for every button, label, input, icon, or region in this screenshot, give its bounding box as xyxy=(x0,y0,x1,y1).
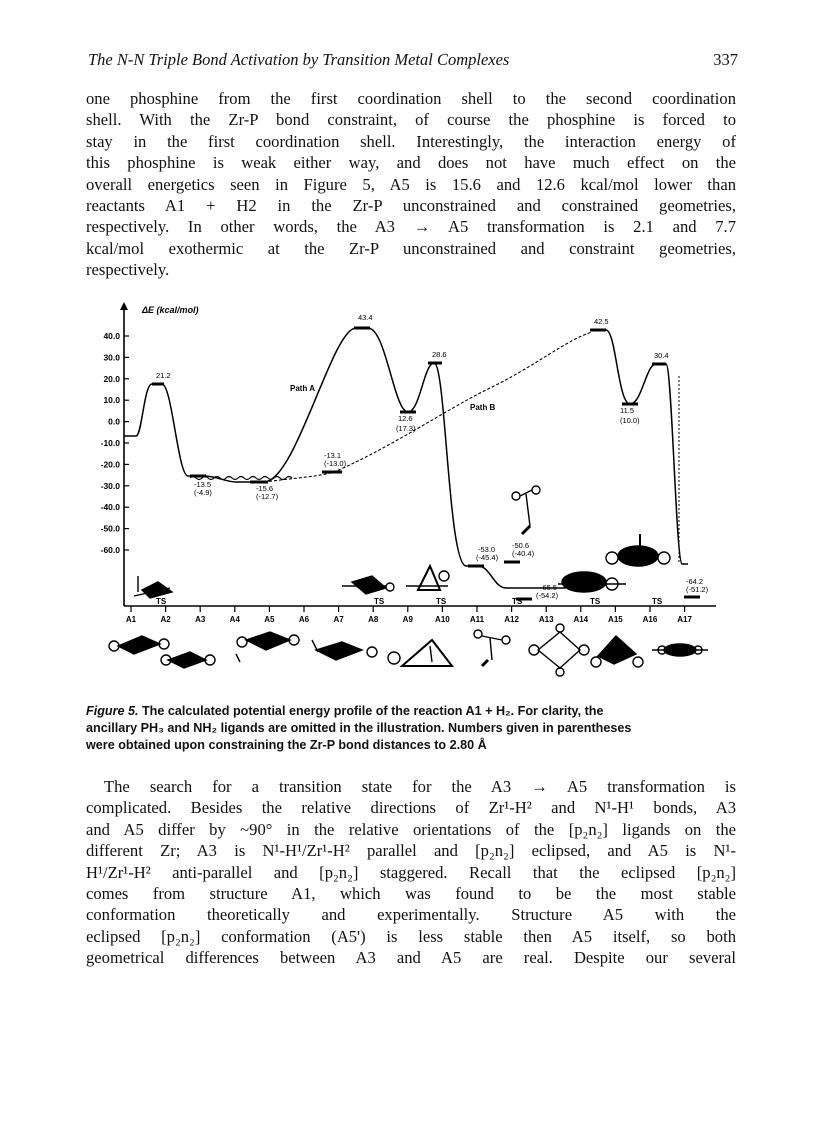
molecule-row-a1 xyxy=(109,636,169,654)
energy-value-label: (-13.0) xyxy=(324,459,347,468)
energy-value-label: 42.5 xyxy=(594,317,609,326)
ts-label: TS xyxy=(374,597,385,606)
energy-value-label: (-40.4) xyxy=(512,549,535,558)
text-line: H¹/Zr¹-H² anti-parallel and [p₂n₂] staggered. Recall that the eclipsed [p₂n₂] xyxy=(86,862,736,882)
x-tick-label: A13 xyxy=(538,615,554,624)
y-tick-label: -10.0 xyxy=(100,438,120,448)
energy-value-label: (-4.9) xyxy=(194,488,212,497)
text-line: stay in the first coordination shell. Interestingly, the interaction energy of xyxy=(86,131,736,151)
energy-value-label: 30.4 xyxy=(654,351,669,360)
figure-label: Figure 5. xyxy=(86,704,139,718)
text-line: conformation theoretically and experimentally. Structure A5 with the xyxy=(86,905,736,925)
molecule-ts-a10 xyxy=(406,566,449,590)
ts-label: TS xyxy=(436,597,447,606)
molecule-a11 xyxy=(512,486,540,534)
ts-labels xyxy=(156,597,663,606)
molecule-row-a7 xyxy=(312,640,377,660)
x-tick-label: A10 xyxy=(435,615,450,624)
x-tick-label: A15 xyxy=(608,615,623,624)
path-a-label: Path A xyxy=(290,384,316,393)
molecule-ts-a14 xyxy=(558,572,626,592)
path-b-descent xyxy=(592,330,688,564)
y-tick-label: -40.0 xyxy=(100,502,120,513)
text-line: complicated. Besides the relative directions of Zr¹-H² and N¹-H¹ bonds, A3 xyxy=(86,798,736,818)
paragraph-2 xyxy=(86,776,736,969)
text-line: respectively. In other words, the A3 → A5 transformation is 2.1 and 7.7 xyxy=(86,217,736,237)
text-line: this phosphine is weak either way, and does not have much effect on the xyxy=(86,153,736,173)
energy-value-label: (-54.2) xyxy=(536,591,559,600)
caption-line: were obtained upon constraining the Zr-P bond distances to 2.80 Å xyxy=(86,738,487,752)
x-tick-label: A5 xyxy=(264,615,275,624)
energy-profile-plot xyxy=(86,300,746,700)
x-tick-label: A3 xyxy=(195,615,206,624)
molecule-row-a9 xyxy=(388,640,452,666)
text-line: kcal/mol exothermic at the Zr-P unconstrained and constraint geometries, xyxy=(86,238,736,258)
molecule-row-a15 xyxy=(591,636,643,667)
energy-value-label: -50.6 xyxy=(512,541,530,550)
energy-value-label: -53.0 xyxy=(478,545,496,554)
energy-profile-figure xyxy=(86,300,746,700)
energy-value-label: -13.5 xyxy=(194,480,212,489)
ts-label: TS xyxy=(652,597,663,606)
text-line: shell. With the Zr-P bond constraint, of course the phosphine is forced to xyxy=(86,110,736,130)
energy-value-label: 28.6 xyxy=(432,350,447,359)
energy-value-label: 11.5 xyxy=(620,406,635,415)
x-tick-label: A2 xyxy=(160,615,171,624)
text-line: and A5 differ by ~90° in the relative orientations of the [p₂n₂] ligands on the xyxy=(86,819,736,839)
y-axis-arrow xyxy=(120,302,128,310)
x-tick-label: A8 xyxy=(368,615,379,624)
x-tick-label: A1 xyxy=(125,615,137,624)
path-b-label: Path B xyxy=(470,403,496,412)
caption-line: ancillary PH₃ and NH₂ ligands are omitted in the illustration. Numbers given in parentheses xyxy=(86,721,632,735)
energy-value-label: (-45.4) xyxy=(476,553,499,562)
x-tick-label: A9 xyxy=(402,615,413,624)
caption-line xyxy=(86,703,738,720)
x-tick-label: A12 xyxy=(504,615,519,624)
x-tick-label: A16 xyxy=(642,615,658,624)
molecule-row-a11 xyxy=(474,630,510,666)
molecule-ts-a2 xyxy=(134,576,172,598)
text-line: one phosphine from the first coordination shell to the second coordination xyxy=(86,89,736,108)
x-tick-label: A11 xyxy=(469,615,485,624)
energy-value-label: -13.1 xyxy=(324,451,342,460)
energy-value-label: 43.4 xyxy=(358,313,373,322)
text-line: The search for a transition state for the A3 → A5 transformation is xyxy=(104,777,736,796)
y-tick-label: 20.0 xyxy=(103,373,120,384)
y-tick-label: -50.0 xyxy=(100,523,120,534)
molecule-row-a5 xyxy=(236,632,299,662)
energy-value-label: (-51.2) xyxy=(686,585,709,594)
molecule-sketches xyxy=(109,486,708,676)
path-a-curve xyxy=(124,328,566,588)
y-tick-label: -20.0 xyxy=(100,459,120,470)
energy-value-label: -64.2 xyxy=(686,577,704,586)
energy-value-label: (-12.7) xyxy=(256,492,279,501)
text-line: respectively. xyxy=(86,260,170,280)
x-tick-label: A7 xyxy=(333,615,344,624)
y-tick-label: -30.0 xyxy=(100,480,120,491)
energy-value-label: (10.0) xyxy=(620,416,640,425)
paragraph-1 xyxy=(86,88,736,281)
y-tick-label: 30.0 xyxy=(103,352,120,363)
molecule-ts-a8 xyxy=(342,576,394,594)
x-tick-label: A6 xyxy=(298,615,310,624)
molecule-ts-a16 xyxy=(606,534,670,566)
figure-caption xyxy=(86,703,738,754)
page-number: 337 xyxy=(713,50,738,69)
path-b-curve xyxy=(264,332,592,482)
ts-label: TS xyxy=(156,597,167,606)
text-line: comes from structure A1, which was found to be the most stable xyxy=(86,883,736,903)
text-line: reactants A1 + H2 in the Zr-P unconstrained and constrained geometries, xyxy=(86,195,736,215)
energy-value-label: 12.6 xyxy=(398,414,413,423)
molecule-row-a13 xyxy=(529,624,589,676)
energy-value-label: -15.6 xyxy=(256,484,274,493)
y-tick-label: 10.0 xyxy=(103,395,120,406)
x-tick-label: A17 xyxy=(677,615,692,624)
molecule-row-a3 xyxy=(161,652,215,668)
y-axis-label: ΔE (kcal/mol) xyxy=(142,305,199,315)
energy-value-label: -65.5 xyxy=(540,583,558,592)
molecule-row-a17 xyxy=(652,644,708,656)
text-line: different Zr; A3 is N¹-H¹/Zr¹-H² parallel and [p₂n₂] eclipsed, and A5 is N¹- xyxy=(86,841,736,861)
y-tick-label: 0.0 xyxy=(108,416,120,427)
energy-value-label: 21.2 xyxy=(156,371,171,380)
ts-label: TS xyxy=(590,597,601,606)
running-title: The N-N Triple Bond Activation by Transition Metal Complexes xyxy=(88,50,510,69)
x-tick-label: A4 xyxy=(229,615,240,624)
running-head xyxy=(88,50,738,72)
text-line: eclipsed [p₂n₂] conformation (A5') is less stable then A5 itself, so both xyxy=(86,926,736,946)
y-tick-label: -60.0 xyxy=(100,545,120,555)
text-line: overall energetics seen in Figure 5, A5 is 15.6 and 12.6 kcal/mol lower than xyxy=(86,174,736,194)
x-ticks xyxy=(126,606,693,624)
x-tick-label: A14 xyxy=(573,615,589,624)
energy-value-label: (17.3) xyxy=(396,424,416,433)
text-line: geometrical differences between A3 and A5 are real. Despite our several xyxy=(86,948,736,968)
y-tick-label: 40.0 xyxy=(103,331,120,341)
caption-text: The calculated potential energy profile of the reaction A1 + H₂. For clarity, the xyxy=(138,704,604,718)
ts-label: TS xyxy=(512,597,523,606)
